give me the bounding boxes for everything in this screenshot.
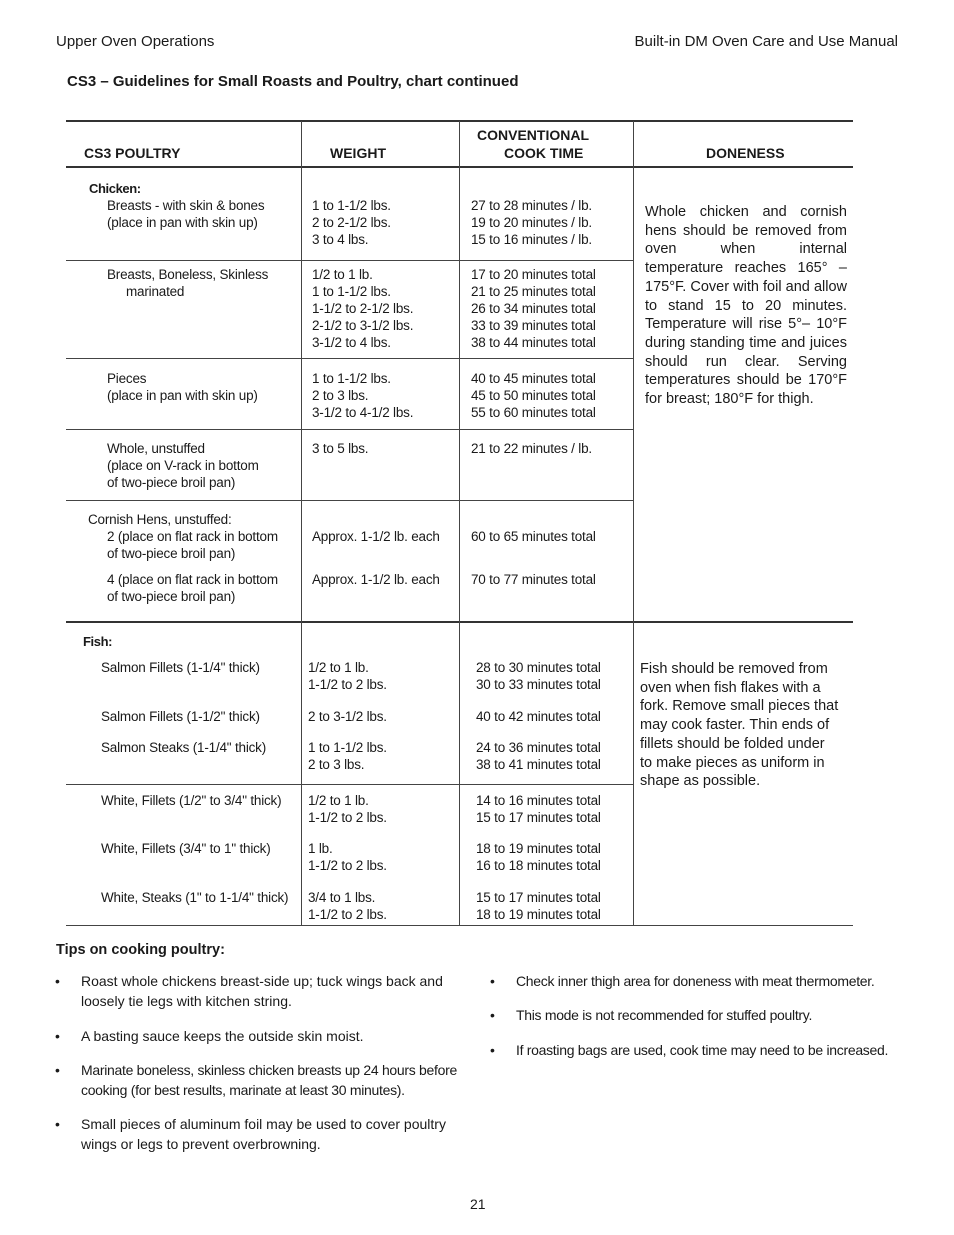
time-line: 16 to 18 minutes total <box>476 858 601 873</box>
name-line: of two-piece broil pan) <box>107 589 236 604</box>
table-row-white1-name: White, Fillets (1/2" to 3/4" thick) <box>101 793 282 808</box>
time-line: 38 to 41 minutes total <box>476 757 601 772</box>
time-line: 27 to 28 minutes / lb. <box>471 198 592 213</box>
weight-line: 3 to 4 lbs. <box>312 232 369 247</box>
name-line: (place on V-rack in bottom <box>107 458 259 473</box>
weight-line: 1 lb. <box>308 841 333 856</box>
tips-heading: Tips on cooking poultry: <box>56 942 225 958</box>
table-row-breasts-weight <box>312 197 391 248</box>
tip-line: cooking (for best results, marinate at least 30 minutes). <box>81 1082 405 1098</box>
weight-line: 2 to 3 lbs. <box>308 757 365 772</box>
bullet-icon: • <box>55 1028 60 1044</box>
weight-line: 3-1/2 to 4 lbs. <box>312 335 391 350</box>
table-row-boneless-name <box>107 266 268 300</box>
name-line: of two-piece broil pan) <box>107 475 236 490</box>
table-row-salmon2-name: Salmon Fillets (1-1/2" thick) <box>101 709 260 724</box>
col-header-poultry: CS3 POULTRY <box>84 145 181 161</box>
weight-line: 2-1/2 to 3-1/2 lbs. <box>312 318 414 333</box>
table-row-pieces-time <box>471 370 596 421</box>
table-row-hens-four-weight: Approx. 1-1/2 lb. each <box>312 572 440 587</box>
row-divider <box>66 500 634 501</box>
table-row-whole-weight: 3 to 5 lbs. <box>312 441 369 456</box>
weight-line: 1-1/2 to 2 lbs. <box>308 810 387 825</box>
tip-line: This mode is not recommended for stuffed poultry. <box>516 1007 813 1023</box>
row-divider <box>66 429 634 430</box>
time-line: 21 to 25 minutes total <box>471 284 596 299</box>
time-line: 26 to 34 minutes total <box>471 301 596 316</box>
table-row-white1-weight <box>308 792 387 826</box>
time-line: 40 to 45 minutes total <box>471 371 596 386</box>
section-label-cornish-hens: Cornish Hens, unstuffed: <box>88 512 232 527</box>
row-divider <box>66 260 634 261</box>
table-row-boneless-time <box>471 266 596 351</box>
table-row-hens-four-name <box>107 571 278 605</box>
bullet-icon: • <box>490 973 495 989</box>
name-line: Breasts - with skin & bones <box>107 198 265 213</box>
table-row-hens-two-weight: Approx. 1-1/2 lb. each <box>312 529 440 544</box>
table-row-breasts-time <box>471 197 592 248</box>
time-line: 14 to 16 minutes total <box>476 793 601 808</box>
time-line: 19 to 20 minutes / lb. <box>471 215 592 230</box>
weight-line: 1/2 to 1 lb. <box>308 793 369 808</box>
table-row-salmon1-name: Salmon Fillets (1-1/4" thick) <box>101 660 260 675</box>
time-line: 28 to 30 minutes total <box>476 660 601 675</box>
page-number: 21 <box>470 1196 486 1212</box>
col-divider <box>459 121 460 926</box>
tip-line: Small pieces of aluminum foil may be used to cover poultry <box>81 1116 446 1132</box>
weight-line: 1 to 1-1/2 lbs. <box>312 198 391 213</box>
name-line: Pieces <box>107 371 147 386</box>
tip-line: Marinate boneless, skinless chicken breasts up 24 hours before <box>81 1062 457 1078</box>
page-title: CS3 – Guidelines for Small Roasts and Poultry, chart continued <box>67 73 519 90</box>
row-divider <box>66 784 634 785</box>
table-row-salmon3-time <box>476 739 601 773</box>
weight-line: 1 to 1-1/2 lbs. <box>312 284 391 299</box>
bullet-icon: • <box>490 1007 495 1023</box>
table-row-white3-time <box>476 889 601 923</box>
weight-line: 3/4 to 1 lbs. <box>308 890 376 905</box>
name-line: (place in pan with skin up) <box>107 215 258 230</box>
weight-line: 1/2 to 1 lb. <box>308 660 369 675</box>
table-row-salmon1-weight <box>308 659 387 693</box>
table-row-white2-weight <box>308 840 387 874</box>
weight-line: 2 to 2-1/2 lbs. <box>312 215 391 230</box>
weight-line: 1-1/2 to 2 lbs. <box>308 677 387 692</box>
bullet-icon: • <box>490 1042 495 1058</box>
time-line: 30 to 33 minutes total <box>476 677 601 692</box>
table-row-salmon2-weight: 2 to 3-1/2 lbs. <box>308 709 387 724</box>
running-header-right: Built-in DM Oven Care and Use Manual <box>634 33 898 50</box>
weight-line: 3-1/2 to 4-1/2 lbs. <box>312 405 414 420</box>
time-line: 45 to 50 minutes total <box>471 388 596 403</box>
tip-text <box>516 971 874 991</box>
tip-line: Roast whole chickens breast-side up; tuck wings back and <box>81 973 443 989</box>
tip-line: If roasting bags are used, cook time may need to be increased. <box>516 1042 889 1058</box>
table-row-hens-two-name <box>107 528 278 562</box>
time-line: 15 to 17 minutes total <box>476 810 601 825</box>
table-row-salmon3-name: Salmon Steaks (1-1/4" thick) <box>101 740 267 755</box>
tip-text <box>81 1114 446 1154</box>
weight-line: 1 to 1-1/2 lbs. <box>312 371 391 386</box>
bullet-icon: • <box>55 1062 60 1078</box>
table-row-boneless-weight <box>312 266 413 351</box>
chicken-doneness-text: Whole chicken and cornish hens should be removed from oven when internal temperature reaches 165° – 175°F. Cover with foil and allow to stand 15 to 20 minutes. Temperature will rise 5°– 10°F during standing time and juices should run clear. Serving temperatures should be 170°F for breast; 180°F for thigh. <box>645 204 847 408</box>
time-line: 15 to 16 minutes / lb. <box>471 232 592 247</box>
time-line: 55 to 60 minutes total <box>471 405 596 420</box>
section-label-fish: Fish: <box>83 634 113 649</box>
table-row-salmon2-time: 40 to 42 minutes total <box>476 709 601 724</box>
table-row-whole-time: 21 to 22 minutes / lb. <box>471 441 592 456</box>
table-row-white3-name: White, Steaks (1" to 1-1/4" thick) <box>101 890 289 905</box>
bullet-icon: • <box>55 1116 60 1132</box>
tip-line: A basting sauce keeps the outside skin moist. <box>81 1028 364 1044</box>
section-label-chicken: Chicken: <box>89 181 141 196</box>
tip-text <box>516 1040 888 1060</box>
weight-line: 2 to 3 lbs. <box>312 388 369 403</box>
col-divider <box>301 121 302 926</box>
weight-line: 1/2 to 1 lb. <box>312 267 373 282</box>
col-header-conventional: CONVENTIONAL <box>477 127 589 143</box>
weight-line: 1-1/2 to 2 lbs. <box>308 858 387 873</box>
table-row-white2-name: White, Fillets (3/4" to 1" thick) <box>101 841 271 856</box>
row-divider <box>66 358 634 359</box>
col-header-doneness: DONENESS <box>706 145 785 161</box>
time-line: 15 to 17 minutes total <box>476 890 601 905</box>
table-row-white3-weight <box>308 889 387 923</box>
name-line: (place in pan with skin up) <box>107 388 258 403</box>
time-line: 33 to 39 minutes total <box>471 318 596 333</box>
tip-line: Check inner thigh area for doneness with meat thermometer. <box>516 973 875 989</box>
name-line: Whole, unstuffed <box>107 441 205 456</box>
table-row-white2-time <box>476 840 601 874</box>
time-line: 17 to 20 minutes total <box>471 267 596 282</box>
table-row-hens-two-time: 60 to 65 minutes total <box>471 529 596 544</box>
weight-line: 1-1/2 to 2-1/2 lbs. <box>312 301 414 316</box>
bullet-icon: • <box>55 973 60 989</box>
name-line: marinated <box>126 284 185 299</box>
table-row-pieces-name <box>107 370 258 404</box>
weight-line: 1-1/2 to 2 lbs. <box>308 907 387 922</box>
fish-doneness-text: Fish should be removed from oven when fish flakes with a fork. Remove small pieces that may cook faster. Thin ends of fillets should be folded under to make pieces as uniform in shape as possible. <box>640 661 839 790</box>
tip-line: wings or legs to prevent overbrowning. <box>81 1136 321 1152</box>
weight-line: 1 to 1-1/2 lbs. <box>308 740 387 755</box>
tip-text <box>81 971 443 1011</box>
time-line: 18 to 19 minutes total <box>476 907 601 922</box>
time-line: 38 to 44 minutes total <box>471 335 596 350</box>
table-row-breasts-name <box>107 197 264 231</box>
name-line: 2 (place on flat rack in bottom <box>107 529 278 544</box>
time-line: 18 to 19 minutes total <box>476 841 601 856</box>
tip-text <box>516 1005 812 1025</box>
table-row-white1-time <box>476 792 601 826</box>
table-row-pieces-weight <box>312 370 413 421</box>
table-row-salmon3-weight <box>308 739 387 773</box>
table-row-hens-four-time: 70 to 77 minutes total <box>471 572 596 587</box>
table-row-whole-name <box>107 440 259 491</box>
name-line: of two-piece broil pan) <box>107 546 236 561</box>
col-header-weight: WEIGHT <box>330 145 386 161</box>
tip-text <box>81 1026 364 1046</box>
name-line: 4 (place on flat rack in bottom <box>107 572 278 587</box>
time-line: 24 to 36 minutes total <box>476 740 601 755</box>
tip-line: loosely tie legs with kitchen string. <box>81 993 292 1009</box>
table-row-salmon1-time <box>476 659 601 693</box>
col-divider <box>633 121 634 926</box>
name-line: Breasts, Boneless, Skinless <box>107 267 269 282</box>
tip-text <box>81 1060 457 1100</box>
col-header-cook-time: COOK TIME <box>504 145 584 161</box>
running-header-left: Upper Oven Operations <box>56 33 215 50</box>
